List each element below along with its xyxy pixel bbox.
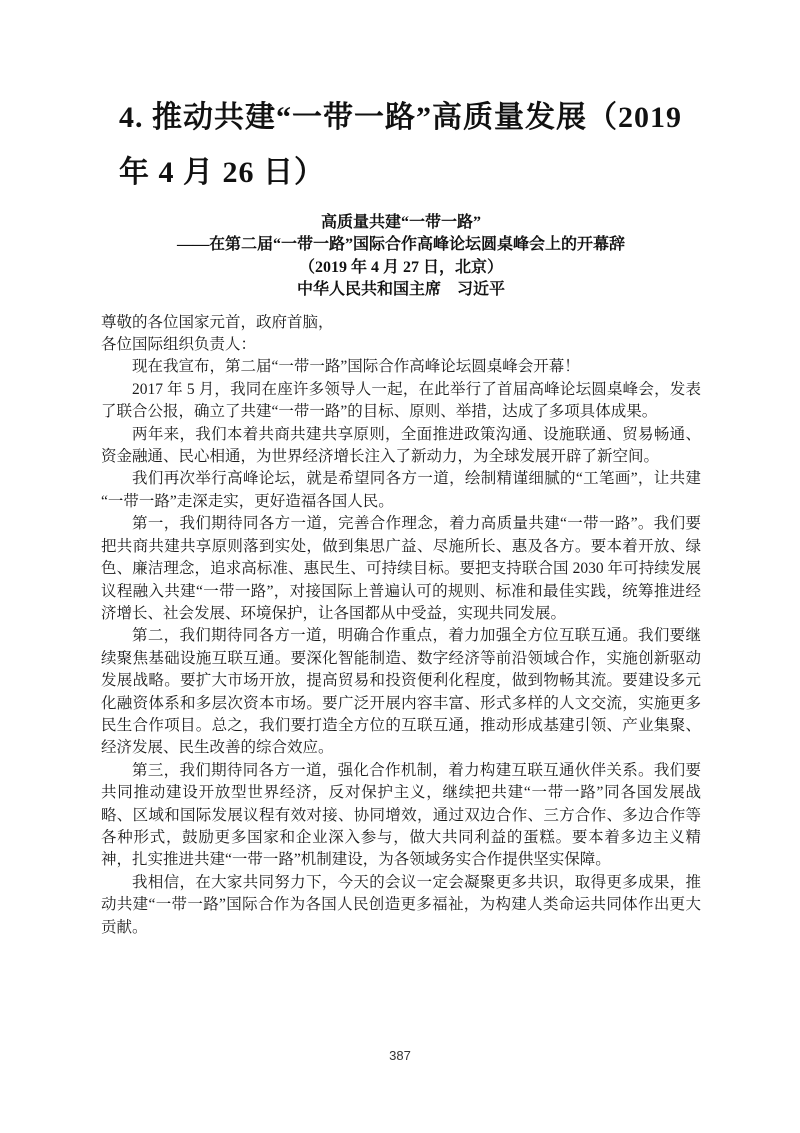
speech-body <box>101 312 701 939</box>
paragraph: 2017 年 5 月，我同在座许多领导人一起，在此举行了首届高峰论坛圆桌峰会，发表了联合公报，确立了共建“一带一路”的目标、原则、举措，达成了多项具体成果。 <box>101 380 701 421</box>
speech-author: 中华人民共和国主席 习近平 <box>296 281 505 299</box>
paragraph: 两年来，我们本着共商共建共享原则，全面推进政策沟通、设施联通、贸易畅通、资金融通、民心相通，为世界经济增长注入了新动力，为全球发展开辟了新空间。 <box>101 425 701 466</box>
salutation-line: 尊敬的各位国家元首，政府首脑， <box>101 313 334 331</box>
salutation-line: 各位国际组织负责人： <box>101 336 257 354</box>
speech-date-location: （2019 年 4 月 27 日，北京） <box>298 258 503 276</box>
paragraph: 第一，我们期待同各方一道，完善合作理念，着力高质量共建“一带一路”。我们要把共商共建共享原则落到实处，做到集思广益、尽施所长、惠及各方。要本着开放、绿色、廉洁理念，追求高标准、惠民生、可持续目标。要把支持联合国 2030 年可持续发展议程融入共建“一带一路”，对接国际上普遍认可的规则、标准和最佳实践，统筹推进经济增长、社会发展、环境保护，让各国都从中受益，实现共同发展。 <box>101 515 701 622</box>
paragraph: 现在我宣布，第二届“一带一路”国际合作高峰论坛圆桌峰会开幕！ <box>132 358 580 376</box>
paragraph: 我相信，在大家共同努力下，今天的会议一定会凝聚更多共识，取得更多成果，推动共建“一带一路”国际合作为各国人民创造更多福祉，为构建人类命运共同体作出更大贡献。 <box>101 873 701 936</box>
page-number: 387 <box>389 1048 411 1063</box>
paragraph: 第三，我们期待同各方一道，强化合作机制，着力构建互联互通伙伴关系。我们要共同推动建设开放型世界经济，反对保护主义，继续把共建“一带一路”同各国发展战略、区域和国际发展议程有效对接、协同增效，通过双边合作、三方合作、多边合作等各种形式，鼓励更多国家和企业深入参与，做大共同利益的蛋糕。要本着多边主义精神，扎实推进共建“一带一路”机制建设，为各领域务实合作提供坚实保障。 <box>101 761 701 869</box>
speech-title: 高质量共建“一带一路” <box>320 214 481 231</box>
speech-subtitle: ——在第二届“一带一路”国际合作高峰论坛圆桌峰会上的开幕辞 <box>176 236 625 254</box>
paragraph: 第二，我们期待同各方一道，明确合作重点，着力加强全方位互联互通。我们要继续聚焦基础设施互联互通。要深化智能制造、数字经济等前沿领域合作，实施创新驱动发展战略。要扩大市场开放，提高贸易和投资便利化程度，做到物畅其流。要建设多元化融资体系和多层次资本市场。要广泛开展内容丰富、形式多样的人文交流，实施更多民生合作项目。总之，我们要打造全方位的互联互通，推动形成基建引领、产业集聚、经济发展、民生改善的综合效应。 <box>101 627 701 757</box>
paragraph: 我们再次举行高峰论坛，就是希望同各方一道，绘制精谨细腻的“工笔画”，让共建“一带一路”走深走实，更好造福各国人民。 <box>101 470 701 510</box>
page-content <box>101 90 701 939</box>
speech-header <box>101 212 701 302</box>
document-title: 4. 推动共建“一带一路”高质量发展（2019 年 4 月 26 日） <box>119 101 682 189</box>
